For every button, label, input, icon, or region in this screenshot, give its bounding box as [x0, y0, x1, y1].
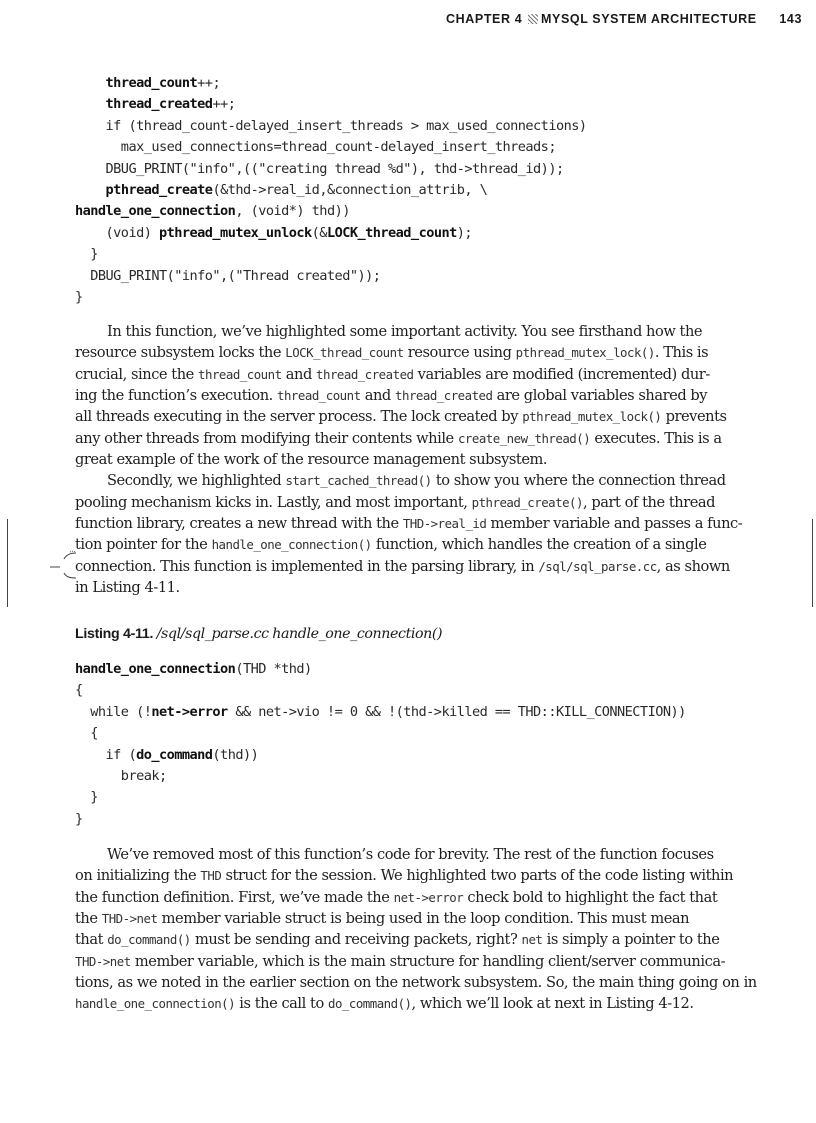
- listing-path: /sql/sql_parse.cc: [156, 626, 269, 642]
- text-line: [75, 972, 757, 993]
- pen-mark-icon: [46, 547, 86, 581]
- text-line: [75, 534, 740, 555]
- code-text: (THD *thd): [235, 661, 312, 677]
- text-run: connection. This function is implemented in the parsing library, in: [75, 557, 539, 575]
- code-highlight: do_command: [136, 746, 213, 763]
- inline-code: THD->net: [101, 911, 158, 927]
- code-line: [75, 266, 587, 287]
- inline-code: do_command(): [107, 932, 191, 948]
- code-text: while (!: [75, 703, 152, 720]
- text-run: member variable, which is the main structure for handling client/server communica-: [130, 952, 726, 970]
- code-block-thread-creation: [75, 73, 587, 308]
- text-run: Secondly, we highlighted: [107, 472, 286, 490]
- code-line: [75, 766, 686, 787]
- text-run: We’ve removed most of this function’s code for brevity. The rest of the function focuses: [107, 846, 714, 863]
- inline-code: LOCK_thread_count: [285, 345, 404, 361]
- text-run: executes. This is a: [590, 429, 722, 447]
- text-run: is simply a pointer to the: [542, 931, 720, 949]
- code-text: ++;: [197, 75, 221, 91]
- paragraph-thread-explanation: [75, 321, 743, 598]
- code-highlight: handle_one_connection: [75, 203, 236, 220]
- text-line: [75, 492, 740, 513]
- text-run: the function definition. First, we’ve made the: [75, 888, 394, 906]
- code-block-handle-one-connection: [75, 659, 686, 830]
- inline-code: THD->net: [75, 953, 131, 969]
- code-text: if (thread_count-delayed_insert_threads > max_used_connections): [75, 117, 587, 134]
- text-run: member variable struct is being used in the loop condition. This must mean: [157, 910, 690, 928]
- text-run: variables are modified (incremented) dur-: [413, 365, 710, 383]
- code-line: [75, 94, 587, 115]
- text-run: check bold to highlight the fact that: [463, 888, 718, 906]
- text-run: function, which handles the creation of a single: [371, 536, 707, 554]
- text-run: pooling mechanism kicks in. Lastly, and most important,: [75, 493, 472, 511]
- text-run: resource using: [403, 344, 516, 362]
- text-run: and: [281, 365, 317, 383]
- code-text: DBUG_PRINT("info",("Thread created"));: [75, 267, 381, 284]
- page-number: 143: [779, 12, 802, 26]
- inline-code: thread_created: [395, 388, 493, 404]
- text-line: [75, 865, 740, 886]
- code-line: [75, 73, 587, 94]
- text-line: [75, 342, 740, 363]
- code-highlight: pthread_mutex_unlock: [158, 224, 312, 241]
- text-run: . This is: [654, 344, 709, 362]
- code-text: [75, 75, 106, 91]
- code-line: [75, 137, 587, 158]
- text-line: [75, 428, 740, 449]
- code-text: (void): [75, 224, 159, 241]
- text-run: and: [360, 387, 396, 405]
- text-run: tions, as we noted in the earlier section on the network subsystem. So, the main thing going on in: [75, 974, 757, 992]
- code-text: (&: [311, 224, 327, 241]
- code-highlight: handle_one_connection: [75, 661, 236, 677]
- text-run: all threads executing in the server process. The lock created by: [75, 408, 523, 426]
- text-run: tion pointer for the: [75, 536, 212, 554]
- text-run: crucial, since the: [75, 365, 199, 383]
- text-run: in Listing 4-11.: [75, 579, 180, 597]
- code-text: break;: [75, 767, 167, 784]
- text-run: great example of the work of the resource management subsystem.: [75, 451, 548, 469]
- chapter-label: CHAPTER 4: [446, 12, 523, 26]
- code-highlight: pthread_create: [105, 181, 213, 198]
- code-text: {: [75, 725, 98, 742]
- left-margin-rule: [7, 519, 8, 607]
- code-text: }: [75, 246, 98, 263]
- text-line: [75, 513, 743, 534]
- inline-code: THD->real_id: [402, 516, 487, 532]
- text-run: to show you where the connection thread: [431, 472, 726, 490]
- inline-code: create_new_thread(): [457, 430, 591, 446]
- text-run: must be sending and receiving packets, right?: [190, 931, 522, 949]
- code-highlight: thread_created: [105, 96, 213, 113]
- text-line: [75, 470, 740, 491]
- text-run: struct for the session. We highlighted two parts of the code listing within: [221, 867, 734, 885]
- code-text: [75, 182, 106, 198]
- text-run: the: [75, 910, 102, 928]
- inline-code: net: [521, 932, 543, 948]
- text-line: [75, 364, 740, 385]
- text-run: In this function, we’ve highlighted some important activity. You see firsthand how the: [107, 323, 703, 340]
- code-text: }: [75, 810, 83, 827]
- inline-code: thread_created: [316, 366, 414, 382]
- text-run: on initializing the: [75, 867, 201, 885]
- text-line: [75, 556, 740, 577]
- code-line: [75, 201, 587, 222]
- inline-code: handle_one_connection(): [75, 996, 236, 1012]
- code-line: [75, 159, 587, 180]
- code-line: [75, 659, 686, 680]
- code-text: );: [456, 224, 473, 241]
- text-line: [75, 406, 740, 427]
- code-text: (&thd->real_id,&connection_attrib, \: [212, 181, 488, 198]
- code-text: }: [75, 288, 83, 305]
- text-line: [75, 385, 740, 406]
- header-separator-icon: [528, 14, 538, 24]
- listing-label: Listing 4-11.: [75, 626, 154, 642]
- text-line: [75, 908, 740, 929]
- code-line: [75, 787, 686, 808]
- text-run: , part of the thread: [582, 493, 716, 511]
- right-margin-rule: [812, 519, 813, 607]
- text-run: resource subsystem locks the: [75, 344, 286, 362]
- text-run: function library, creates a new thread with the: [75, 515, 403, 533]
- text-run: prevents: [661, 408, 727, 426]
- code-line: [75, 680, 686, 701]
- inline-code: handle_one_connection(): [211, 537, 372, 553]
- text-line: [75, 449, 740, 470]
- listing-caption: [75, 626, 442, 643]
- code-line: [75, 809, 686, 830]
- section-title: MYSQL SYSTEM ARCHITECTURE: [541, 12, 757, 26]
- code-line: [75, 180, 587, 201]
- code-highlight: LOCK_thread_count: [326, 224, 457, 241]
- inline-code: THD: [200, 868, 222, 884]
- inline-code: pthread_mutex_lock(): [522, 409, 662, 425]
- inline-code: pthread_create(): [471, 494, 583, 510]
- text-line: [75, 844, 740, 865]
- code-text: {: [75, 682, 83, 699]
- inline-code: pthread_mutex_lock(): [515, 345, 655, 361]
- text-run: ing the function’s execution.: [75, 387, 278, 405]
- text-line: [75, 929, 740, 950]
- text-run: that: [75, 931, 108, 949]
- text-run: , as shown: [656, 557, 730, 575]
- code-text: DBUG_PRINT("info",(("creating thread %d"), thd->thread_id));: [75, 160, 564, 177]
- code-line: [75, 223, 587, 244]
- code-text: (thd)): [212, 746, 259, 763]
- text-line: [75, 577, 740, 598]
- code-text: && net->vio != 0 && !(thd->killed == THD::KILL_CONNECTION)): [227, 703, 686, 720]
- code-text: max_used_connections=thread_count-delayed_insert_threads;: [75, 139, 556, 156]
- inline-code: net->error: [393, 889, 464, 905]
- code-highlight: thread_count: [105, 75, 198, 91]
- text-line: [75, 887, 740, 908]
- text-run: any other threads from modifying their contents while: [75, 429, 458, 447]
- text-run: are global variables shared by: [492, 387, 708, 405]
- code-line: [75, 702, 686, 723]
- inline-code: start_cached_thread(): [285, 473, 432, 489]
- code-line: [75, 116, 587, 137]
- inline-code: thread_count: [277, 388, 361, 404]
- code-text: if (: [75, 746, 137, 763]
- text-run: is the call to: [235, 995, 328, 1013]
- text-line: [75, 321, 740, 342]
- paragraph-do-command-explanation: [75, 844, 757, 1015]
- code-text: [75, 96, 106, 112]
- text-line: [75, 951, 740, 972]
- inline-code: thread_count: [198, 366, 282, 382]
- inline-code: do_command(): [328, 996, 412, 1012]
- text-run: member variable and passes a func-: [486, 515, 743, 533]
- code-text: , (void*) thd)): [235, 203, 350, 220]
- running-header: [446, 12, 802, 32]
- inline-code: /sql/sql_parse.cc: [538, 558, 657, 574]
- code-line: [75, 745, 686, 766]
- text-run: , which we’ll look at next in Listing 4-12.: [411, 995, 694, 1013]
- code-line: [75, 723, 686, 744]
- listing-function-name: handle_one_connection(): [272, 626, 443, 642]
- code-text: }: [75, 789, 98, 806]
- code-line: [75, 244, 587, 265]
- text-line: [75, 993, 740, 1014]
- code-text: ++;: [212, 96, 236, 113]
- code-line: [75, 287, 587, 308]
- code-highlight: net->error: [151, 703, 228, 720]
